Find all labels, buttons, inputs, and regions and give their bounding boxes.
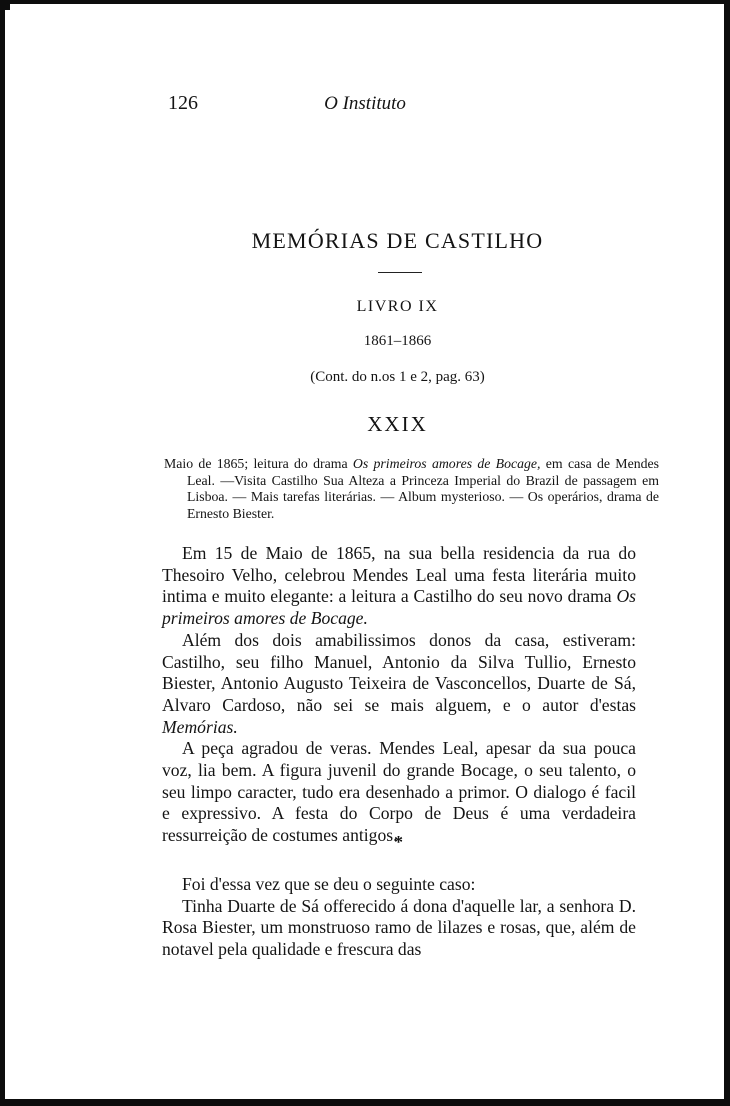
- paragraph-1-italic: Os primeiros amores de Bocage.: [162, 586, 636, 629]
- running-head: [0, 92, 730, 116]
- page-number: 126: [168, 92, 198, 114]
- journal-title: O Instituto: [324, 93, 406, 114]
- paragraph-5: Tinha Duarte de Sá offerecido á dona d'aquelle lar, a senhora D. Rosa Biester, um monstruoso ramo de lilazes e rosas, que, além de notavel pela qualidade e frescura das: [162, 895, 636, 960]
- section-separator: *: [394, 832, 403, 852]
- summary-italic: Os primeiros amores de Bocage,: [352, 456, 541, 471]
- article-title: MEMÓRIAS DE CASTILHO: [251, 228, 544, 253]
- chapter-summary: [164, 456, 659, 522]
- years-heading: 1861–1866: [363, 333, 432, 349]
- body-text: [162, 543, 636, 847]
- paragraph-2-text: Além dos dois amabilissimos donos da casa, estiveram: Castilho, seu filho Manuel, Antonio da Silva Tullio, Ernesto Biester, Antonio Augusto Teixeira de Vasconcellos, Duarte de Sá, Alvaro Cardoso, não sei se mais alguem, e o autor d'estas: [162, 629, 636, 715]
- corner-mark: [0, 0, 10, 10]
- summary-paragraph: [164, 456, 659, 522]
- summary-text: Maio de 1865; leitura do drama: [164, 456, 353, 471]
- paragraph-1-text: Em 15 de Maio de 1865, na sua bella residencia da rua do Thesoiro Velho, celebrou Mendes Leal uma festa literária muito intima e muito elegante: a leitura a Castilho do seu novo drama: [162, 543, 636, 607]
- paragraph-4: Foi d'essa vez que se deu o seguinte caso:: [182, 874, 476, 894]
- paragraph-2-italic: Memórias.: [162, 716, 238, 737]
- body-text-continued: [162, 874, 636, 961]
- paragraph-3: A peça agradou de veras. Mendes Leal, apesar da sua pouca voz, lia bem. A figura juvenil do grande Bocage, o seu talento, o seu limpo caracter, tudo era desenhado a primor. O dialogo é facil e expressivo. A festa do Corpo de Deus é uma verdadeira ressurreição de costumes antigos.: [162, 738, 636, 846]
- continuation-note: (Cont. do n.os 1 e 2, pag. 63): [310, 369, 485, 385]
- chapter-number: XXIX: [367, 412, 428, 436]
- paragraph-1: [162, 543, 636, 630]
- summary-text-cont: em casa de Mendes Leal. —Visita Castilho Sua Alteza a Princeza Imperial do Brazil de passagem em Lisboa. — Mais tarefas literárias. — Album mysterioso. — Os operários, drama de Ernesto Biester.: [187, 456, 659, 521]
- book-heading: LIVRO IX: [356, 298, 439, 315]
- paragraph-2: [162, 630, 636, 739]
- title-rule: [378, 272, 422, 273]
